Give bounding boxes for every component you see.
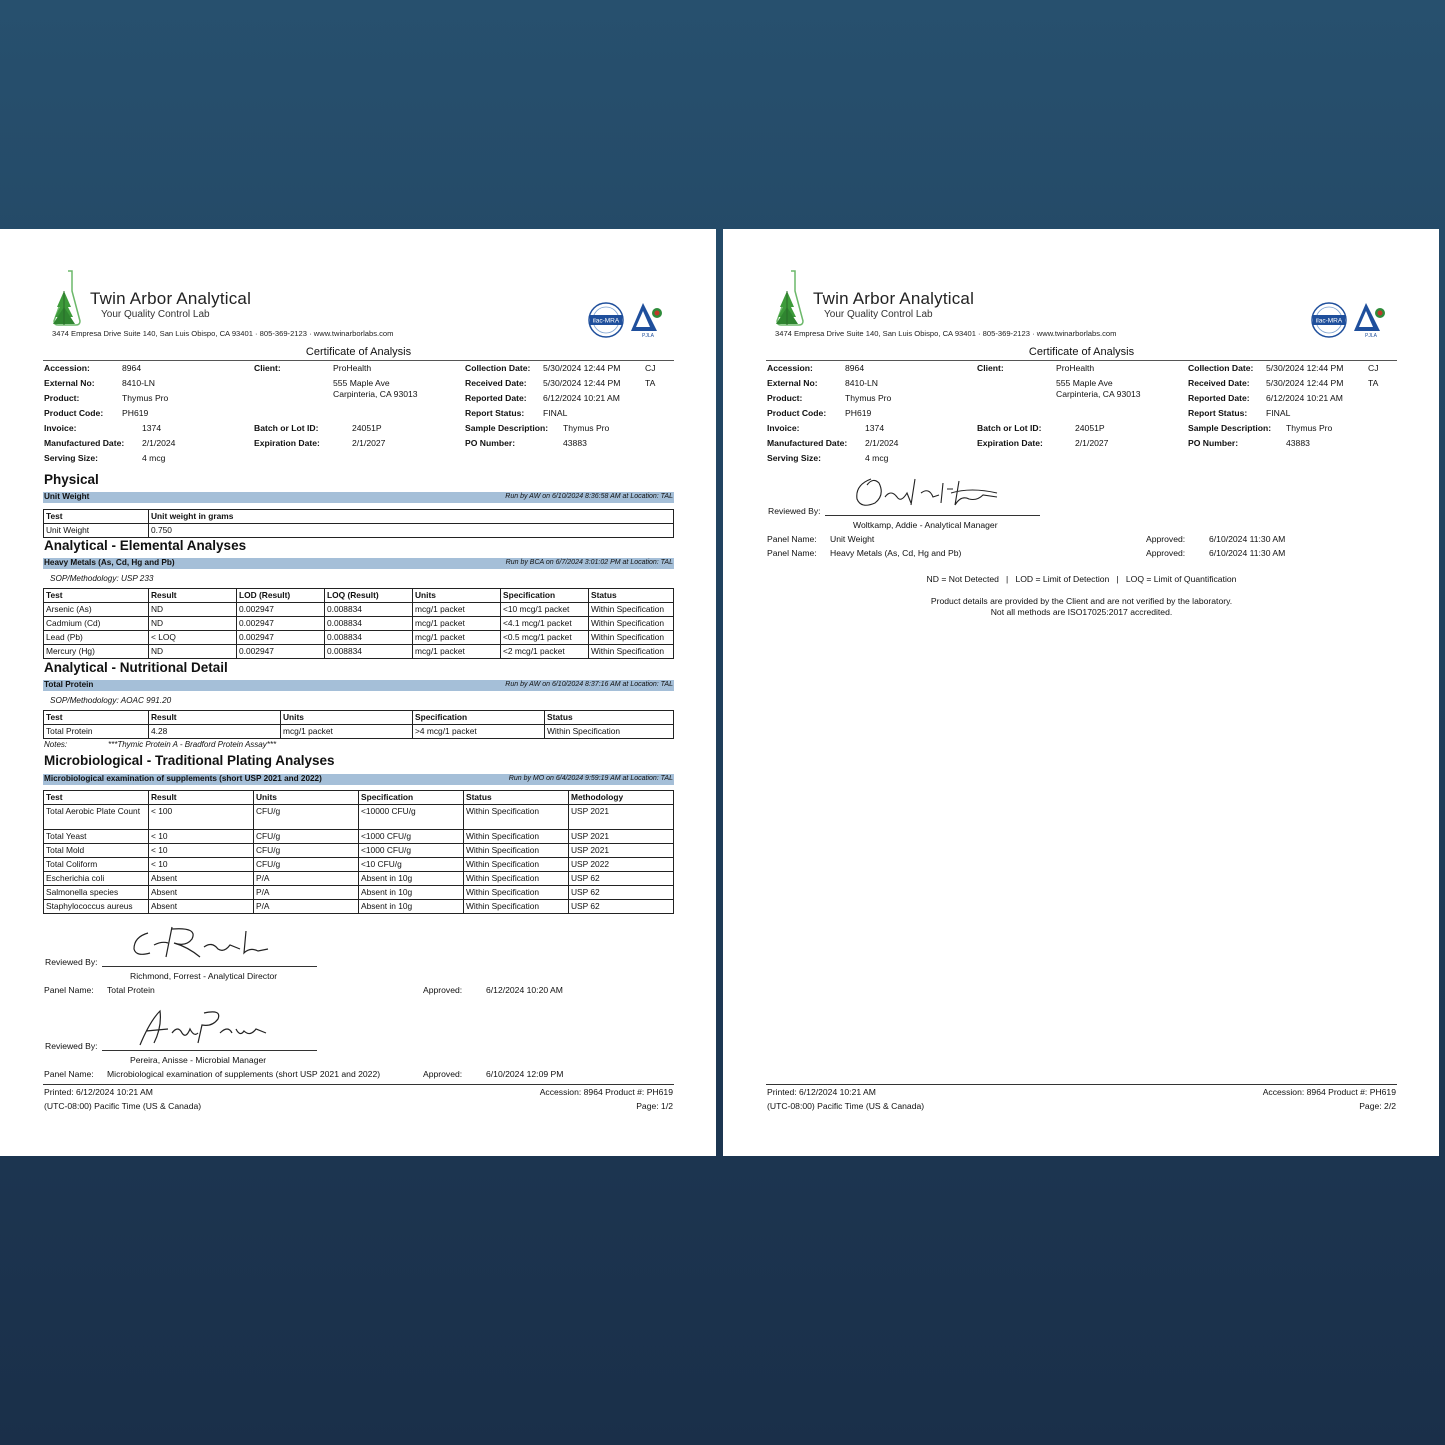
table-row: Escherichia coli Absent P/A Absent in 10g Within Specification USP 62 [44,872,674,886]
section-physical-title: Physical [44,472,99,487]
section-nutritional-title: Analytical - Nutritional Detail [44,660,228,675]
certificate-title: Certificate of Analysis [1028,346,1135,358]
table-row: Total Mold < 10 CFU/g <1000 CFU/g Within Specification USP 2021 [44,844,674,858]
panel-row-1: Panel Name: Total Protein [44,985,155,995]
company-address: 3474 Empresa Drive Suite 140, San Luis Obispo, CA 93401 · 805-369-2123 · www.twinarborlabs.com [52,329,394,338]
reviewed-by-label-2: Reviewed By: [45,1041,98,1051]
approved-row-2: Approved: 6/10/2024 12:09 PM [423,1069,564,1079]
table-row: Total Yeast < 10 CFU/g <1000 CFU/g Within Specification USP 2021 [44,830,674,844]
sample-info-left: Accession: 8964 External No: 8410-LN Product: Thymus Pro Product Code: PH619 Invoice: 1374 Manufactured Date: 2/1/2024 Serving Size: 4 mcg [767,363,899,463]
footer-accession: Accession: 8964 Product #: PH619 [539,1087,673,1097]
footer-accession: Accession: 8964 Product #: PH619 [1262,1087,1396,1097]
panel-row-3: Panel Name: Unit Weight [767,534,875,544]
printed-date: Printed: 6/12/2024 10:21 AM [767,1087,876,1097]
table-row: Salmonella species Absent P/A Absent in 10g Within Specification USP 62 [44,886,674,900]
table-row: Lead (Pb) < LOQ 0.002947 0.008834 mcg/1 packet <0.5 mcg/1 packet Within Specification [44,631,674,645]
table-row: Total Aerobic Plate Count < 100 CFU/g <10000 CFU/g Within Specification USP 2021 [44,805,674,830]
company-tagline: Your Quality Control Lab [101,309,210,320]
signature-pereira [132,1007,277,1049]
unit-weight-table: Test Unit weight in grams Unit Weight 0.750 [43,509,674,538]
reviewer-3: Woltkamp, Addie - Analytical Manager [853,520,998,530]
table-row: Total Protein 4.28 mcg/1 packet >4 mcg/1 packet Within Specification [44,725,674,739]
coa-page-1 [0,229,716,1156]
table-row: Unit Weight 0.750 [44,524,674,538]
reviewer-2: Pereira, Anisse - Microbial Manager [130,1055,267,1065]
nutritional-sop: SOP/Methodology: AOAC 991.20 [50,696,172,705]
svg-text:PJLA: PJLA [642,333,654,339]
approved-row-1: Approved: 6/12/2024 10:20 AM [423,985,563,995]
reviewed-by-label-3: Reviewed By: [768,506,821,516]
reviewed-by-label-1: Reviewed By: [45,957,98,967]
panel-row-4: Panel Name: Heavy Metals (As, Cd, Hg and Pb) [767,548,962,558]
ilac-mra-seal-icon [587,301,625,339]
pjla-accreditation-seal-icon [1352,299,1390,341]
timezone: (UTC-08:00) Pacific Time (US & Canada) [44,1101,202,1111]
coa-page-2 [723,229,1439,1156]
table-row: Total Coliform < 10 CFU/g <10 CFU/g Within Specification USP 2022 [44,858,674,872]
sample-info-right: Collection Date: 5/30/2024 12:44 PM CJ Received Date: 5/30/2024 12:44 PM TA Reported Date: 6/12/2024 10:21 AM Report Status: FINAL Sample Description: Thymus Pro PO Number: 43883 [1188,363,1379,448]
printed-date: Printed: 6/12/2024 10:21 AM [44,1087,153,1097]
unit-weight-bar: Unit Weight Run by AW on 6/10/2024 8:36:58 AM at Location: TAL [44,492,673,501]
sample-info-right: Collection Date: 5/30/2024 12:44 PM CJ Received Date: 5/30/2024 12:44 PM TA Reported Date: 6/12/2024 10:21 AM Report Status: FINAL Sample Description: Thymus Pro PO Number: 43883 [465,363,656,448]
section-elemental-title: Analytical - Elemental Analyses [44,538,247,553]
signature-line-1 [102,966,317,967]
ilac-mra-seal-icon [1310,301,1348,339]
disclaimer-line-2: Not all methods are ISO17025:2017 accredited. [990,607,1173,617]
timezone: (UTC-08:00) Pacific Time (US & Canada) [767,1101,925,1111]
heavy-metals-table: Test Result LOD (Result) LOQ (Result) Units Specification Status Arsenic (As) ND 0.002947 0.008834 mcg/1 packet <10 mcg/1 packet Within Specification Cadmium (Cd) ND 0.002947 0.008834 mcg/1 packet <4.1 mcg/1 packet Within Specification Lead (Pb) < LOQ 0.002947 0.008834 mcg/1 packet <0.5 mcg/1 packet Within Specification Mercury (Hg) ND 0.002947 0.008834 mcg/1 packet <2 mcg/1 packet Within Specification [43,588,674,659]
footer-divider [43,1084,674,1085]
page-number: Page: 1/2 [636,1101,673,1111]
page-number: Page: 2/2 [1359,1101,1396,1111]
micro-bar: Microbiological examination of supplements (short USP 2021 and 2022) Run by MO on 6/4/2024 9:59:19 AM at Location: TAL [44,774,673,783]
signature-line-2 [102,1050,317,1051]
flask-tree-logo-icon [52,269,82,327]
section-micro-title: Microbiological - Traditional Plating Analyses [44,753,335,768]
panel-row-2: Panel Name: Microbiological examination of supplements (short USP 2021 and 2022) [44,1069,381,1079]
certificate-title: Certificate of Analysis [305,346,412,358]
table-row: Staphylococcus aureus Absent P/A Absent in 10g Within Specification USP 62 [44,900,674,914]
heavy-metals-bar: Heavy Metals (As, Cd, Hg and Pb) Run by BCA on 6/7/2024 3:01:02 PM at Location: TAL [44,558,673,567]
protein-notes: Notes: ***Thymic Protein A - Bradford Protein Assay*** [44,740,277,749]
approved-row-4: Approved: 6/10/2024 11:30 AM [1146,548,1286,558]
elemental-sop: SOP/Methodology: USP 233 [50,574,154,583]
total-protein-bar: Total Protein Run by AW on 6/10/2024 8:37:16 AM at Location: TAL [44,680,673,689]
svg-text:PJLA: PJLA [1365,333,1377,339]
reviewer-1: Richmond, Forrest - Analytical Director [130,971,278,981]
pjla-accreditation-seal-icon [629,299,667,341]
signature-line-3 [825,515,1040,516]
abbreviation-legend: ND = Not Detected | LOD = Limit of Detection | LOQ = Limit of Quantification [926,574,1237,584]
sample-info-middle: Client: ProHealth 555 Maple Ave Carpinteria, CA 93013 Batch or Lot ID: 24051P Expiration Date: 2/1/2027 [254,363,418,448]
total-protein-table: Test Result Units Specification Status Total Protein 4.28 mcg/1 packet >4 mcg/1 packet Within Specification [43,710,674,739]
sample-info-middle: Client: ProHealth 555 Maple Ave Carpinteria, CA 93013 Batch or Lot ID: 24051P Expiration Date: 2/1/2027 [977,363,1141,448]
svg-text:ilac-MRA: ilac-MRA [1315,317,1343,325]
signature-woltkamp [851,475,1001,513]
company-address: 3474 Empresa Drive Suite 140, San Luis Obispo, CA 93401 · 805-369-2123 · www.twinarborlabs.com [775,329,1117,338]
footer-divider [766,1084,1397,1085]
table-row: Arsenic (As) ND 0.002947 0.008834 mcg/1 packet <10 mcg/1 packet Within Specification [44,603,674,617]
approved-row-3: Approved: 6/10/2024 11:30 AM [1146,534,1286,544]
flask-tree-logo-icon [775,269,805,327]
company-name: Twin Arbor Analytical [90,289,252,308]
disclaimer-line-1: Product details are provided by the Client and are not verified by the laboratory. [930,596,1233,606]
svg-text:ilac-MRA: ilac-MRA [592,317,620,325]
table-row: Mercury (Hg) ND 0.002947 0.008834 mcg/1 packet <2 mcg/1 packet Within Specification [44,645,674,659]
table-row: Cadmium (Cd) ND 0.002947 0.008834 mcg/1 packet <4.1 mcg/1 packet Within Specification [44,617,674,631]
sample-info-left: Accession: 8964 External No: 8410-LN Product: Thymus Pro Product Code: PH619 Invoice: 1374 Manufactured Date: 2/1/2024 Serving Size: 4 mcg [44,363,176,463]
signature-richmond [128,923,278,963]
company-tagline: Your Quality Control Lab [824,309,933,320]
company-name: Twin Arbor Analytical [813,289,975,308]
micro-table: Test Result Units Specification Status Methodology Total Aerobic Plate Count < 100 CFU/g <10000 CFU/g Within Specification USP 2021 Total Yeast < 10 CFU/g <1000 CFU/g Within Specification USP 2021 Total Mold < 10 CFU/g <1000 CFU/g Within Specification USP 2021 Total Coliform < 10 CFU/g <10 CFU/g Within Specification USP 2022 Escherichia coli Absent P/A Absent in 10g Within Specification USP 62 Salmonella species Absent P/A Absent in 10g Within Specification USP 62 Staphylococcus aureus Absent P/A Absent in 10g Within Specification USP 62 [43,790,674,914]
